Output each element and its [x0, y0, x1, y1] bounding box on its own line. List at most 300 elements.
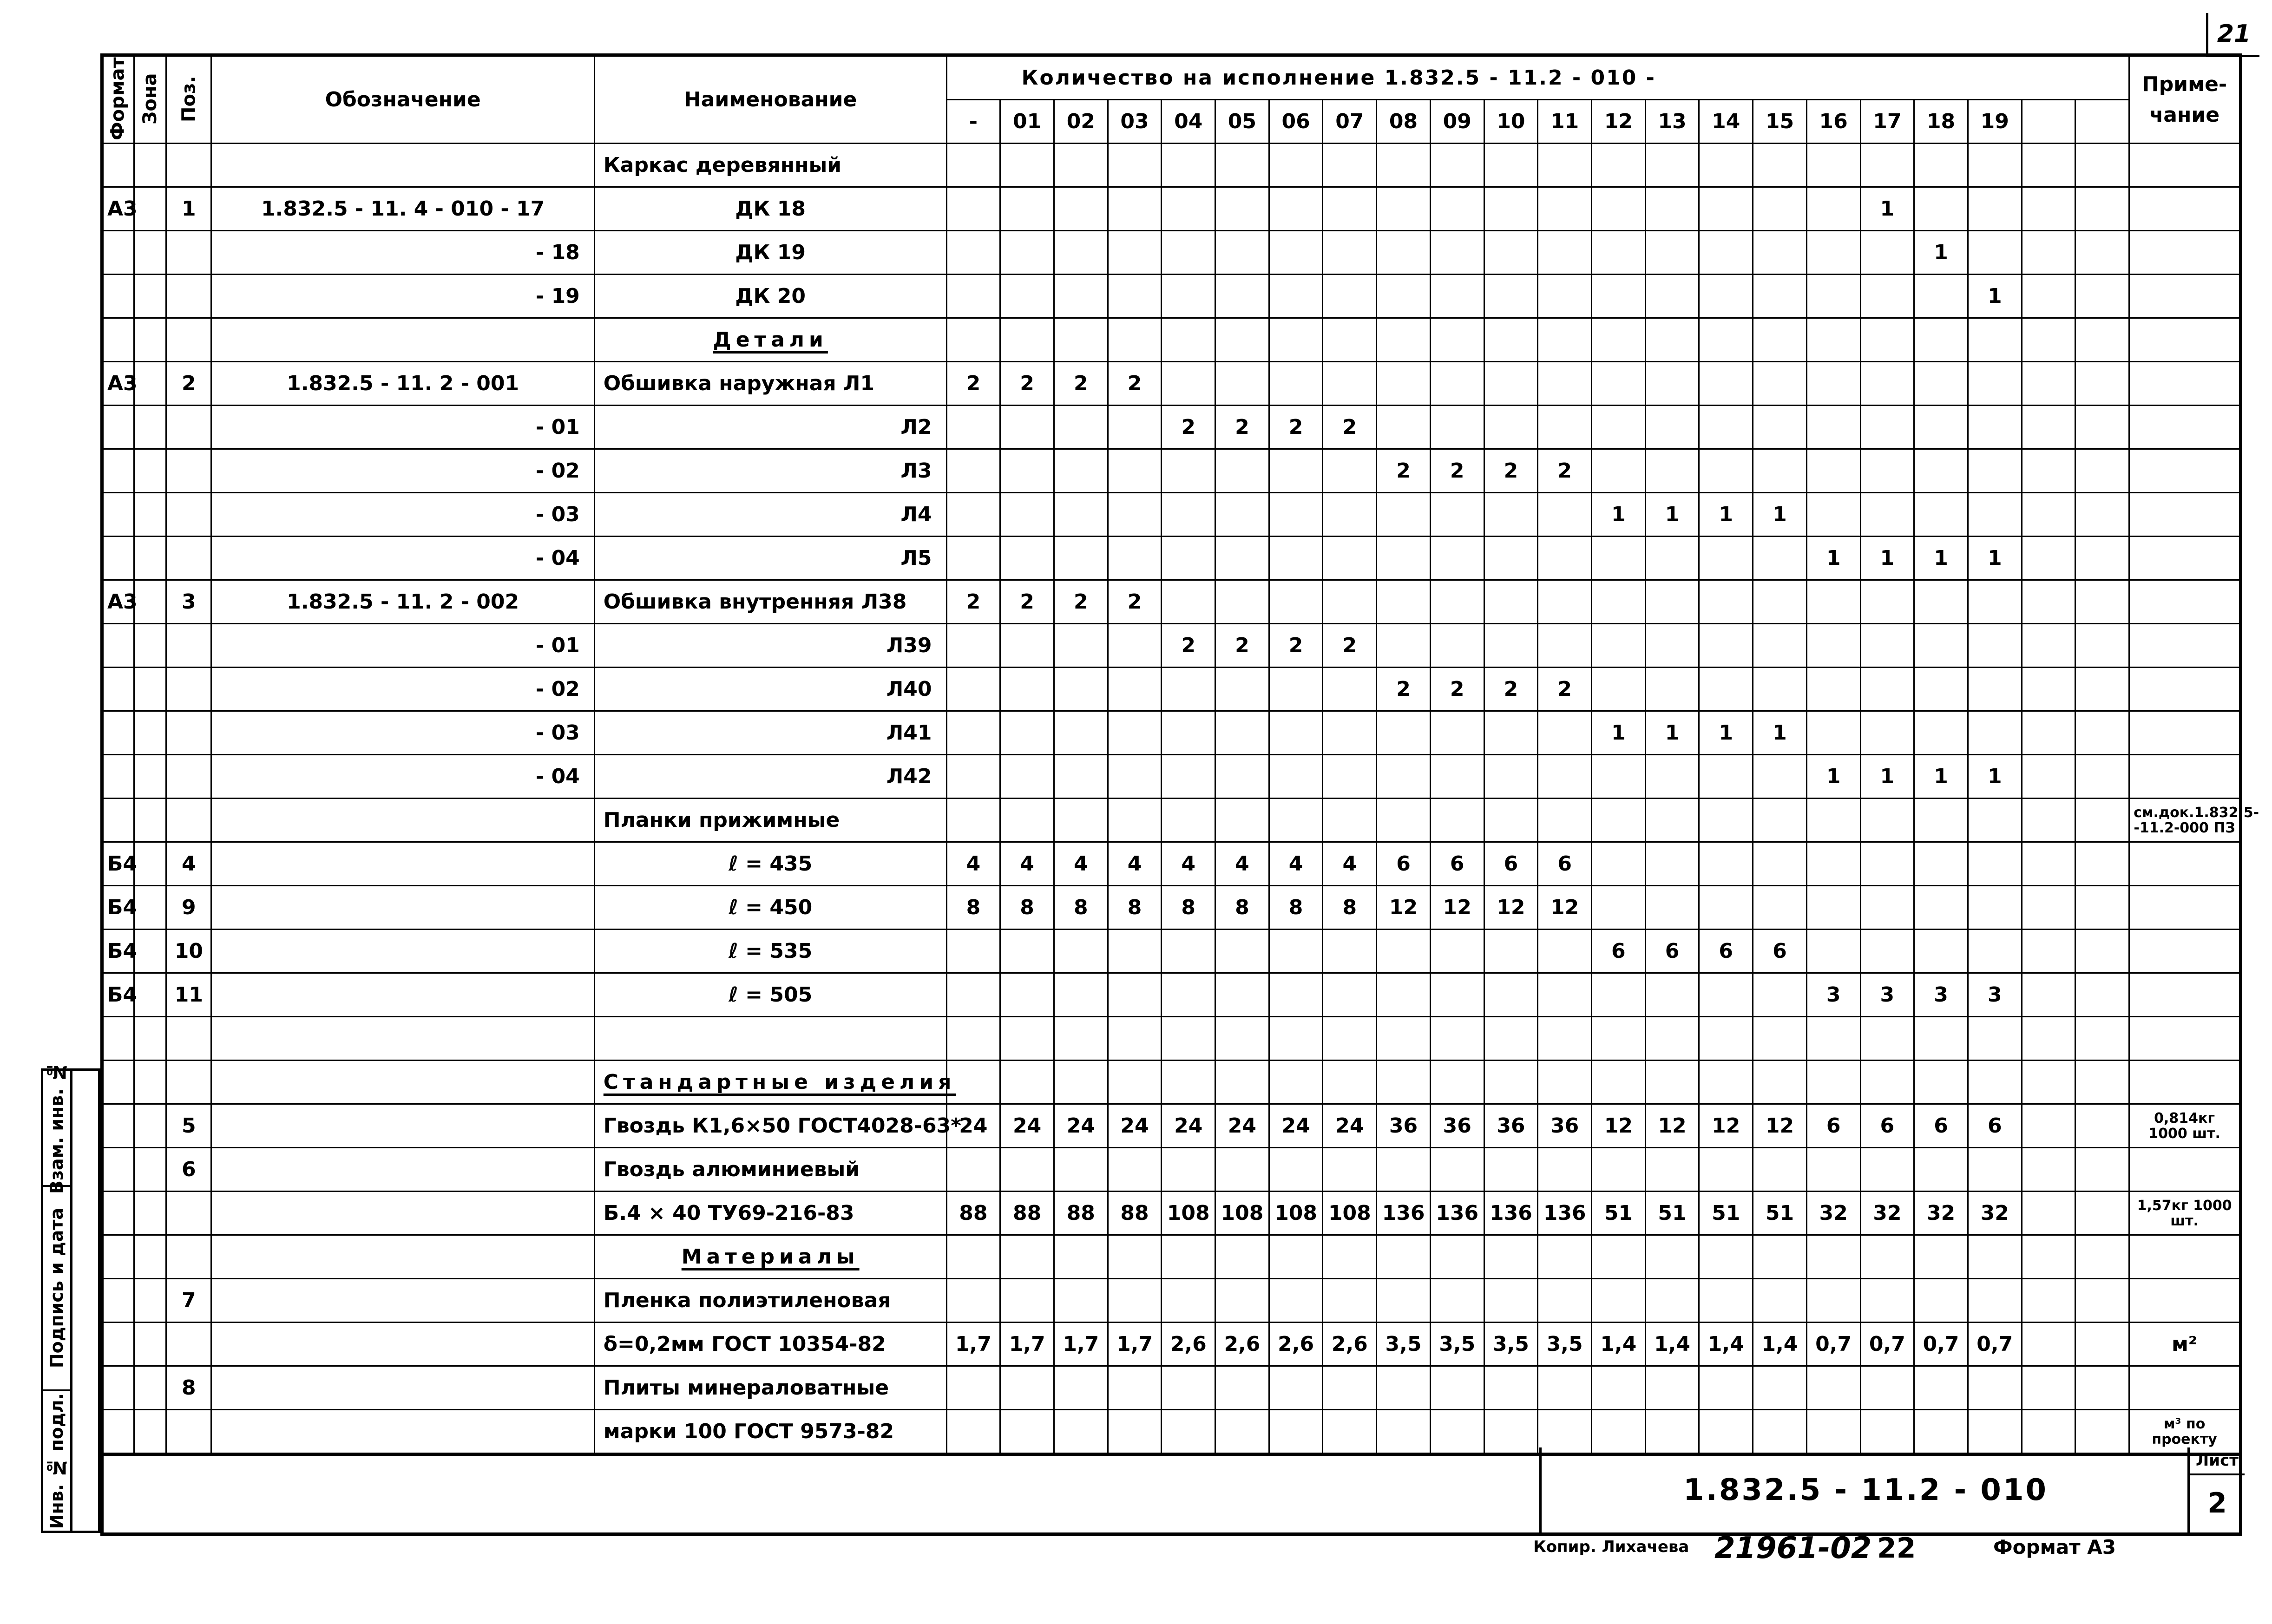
- name-cell: [594, 1366, 946, 1410]
- quantity-cell: 2: [1000, 362, 1054, 406]
- quantity-cell: [1377, 406, 1431, 449]
- quantity-cell: [1430, 493, 1484, 537]
- name-text: Обшивка наружная Л1: [603, 371, 875, 395]
- quantity-cell: [1377, 799, 1431, 842]
- quantity-cell: [1108, 755, 1162, 799]
- quantity-cell: [1753, 842, 1807, 886]
- quantity-column-header: 09: [1430, 100, 1484, 144]
- quantity-cell: [946, 1017, 1000, 1061]
- quantity-cell: 3: [1914, 973, 1968, 1017]
- quantity-cell: 2: [946, 362, 1000, 406]
- name-text: марки 100 ГОСТ 9573-82: [603, 1419, 894, 1443]
- table-row: [102, 842, 2241, 886]
- pos-cell: 6: [166, 1148, 211, 1192]
- zone-cell: [134, 580, 166, 624]
- designation-cell: 1.832.5 - 11. 2 - 001: [211, 362, 594, 406]
- quantity-cell: 36: [1538, 1104, 1592, 1148]
- quantity-cell: 108: [1215, 1192, 1269, 1235]
- designation-cell: - 04: [211, 537, 594, 580]
- quantity-cell: [946, 799, 1000, 842]
- quantity-cell: [1538, 275, 1592, 318]
- quantity-cell: [1162, 493, 1215, 537]
- header-designation: Обозначение: [211, 55, 594, 144]
- quantity-cell: 12: [1753, 1104, 1807, 1148]
- pos-cell: [166, 537, 211, 580]
- quantity-cell: 3,5: [1484, 1323, 1538, 1366]
- quantity-cell: 24: [1215, 1104, 1269, 1148]
- quantity-cell: 136: [1430, 1192, 1484, 1235]
- quantity-cell: [1108, 1235, 1162, 1279]
- zone-cell: [134, 886, 166, 930]
- quantity-cell: [1806, 1366, 1860, 1410]
- note-cell: [2129, 406, 2241, 449]
- quantity-cell: [1162, 1279, 1215, 1323]
- quantity-cell: 1,4: [1645, 1323, 1699, 1366]
- quantity-cell: [2022, 187, 2075, 231]
- quantity-cell: [1538, 1366, 1592, 1410]
- quantity-cell: [1269, 318, 1323, 362]
- quantity-cell: [1860, 668, 1914, 711]
- quantity-cell: 32: [1914, 1192, 1968, 1235]
- quantity-cell: [2022, 537, 2075, 580]
- quantity-cell: [1000, 1148, 1054, 1192]
- pos-cell: 10: [166, 930, 211, 973]
- quantity-cell: 4: [1054, 842, 1108, 886]
- quantity-cell: [1162, 799, 1215, 842]
- name-cell: [594, 973, 946, 1017]
- quantity-cell: [1269, 1235, 1323, 1279]
- quantity-cell: 1: [1914, 755, 1968, 799]
- quantity-cell: [1860, 799, 1914, 842]
- quantity-cell: [946, 1279, 1000, 1323]
- quantity-cell: [1753, 406, 1807, 449]
- quantity-cell: [1108, 799, 1162, 842]
- quantity-cell: [1753, 624, 1807, 668]
- quantity-cell: [1914, 1279, 1968, 1323]
- designation-cell: - 01: [211, 406, 594, 449]
- quantity-cell: [1269, 537, 1323, 580]
- pos-cell: [166, 275, 211, 318]
- quantity-cell: 51: [1645, 1192, 1699, 1235]
- quantity-cell: [2075, 362, 2129, 406]
- quantity-column-header: 17: [1860, 100, 1914, 144]
- name-cell: [594, 1061, 956, 1104]
- quantity-cell: [1108, 406, 1162, 449]
- quantity-cell: [1591, 449, 1645, 493]
- format-cell: А3: [102, 187, 134, 231]
- quantity-cell: [1215, 930, 1269, 973]
- quantity-cell: [1484, 275, 1538, 318]
- quantity-cell: 88: [1108, 1192, 1162, 1235]
- pos-cell: [166, 406, 211, 449]
- quantity-cell: 8: [1269, 886, 1323, 930]
- table-row: [102, 493, 2241, 537]
- table-row: [102, 624, 2241, 668]
- quantity-cell: [1914, 187, 1968, 231]
- note-cell: [2129, 799, 2259, 842]
- quantity-cell: [1914, 406, 1968, 449]
- quantity-cell: [1484, 537, 1538, 580]
- quantity-cell: [1269, 930, 1323, 973]
- quantity-cell: [1430, 1061, 1484, 1104]
- zone-cell: [134, 711, 166, 755]
- quantity-cell: [1753, 449, 1807, 493]
- quantity-cell: [946, 755, 1000, 799]
- quantity-cell: [1377, 711, 1431, 755]
- quantity-cell: [1430, 1148, 1484, 1192]
- quantity-cell: [1162, 318, 1215, 362]
- format-cell: Б4: [102, 842, 134, 886]
- note-text: см.док.1.832.5- -11.2-000 ПЗ: [2134, 804, 2259, 836]
- quantity-cell: [1430, 1279, 1484, 1323]
- name-text: ℓ = 535: [729, 939, 813, 963]
- quantity-cell: 36: [1430, 1104, 1484, 1148]
- quantity-cell: 1,4: [1699, 1323, 1753, 1366]
- quantity-cell: [1484, 1148, 1538, 1192]
- quantity-cell: [1753, 973, 1807, 1017]
- quantity-cell: [1377, 1061, 1431, 1104]
- quantity-cell: [1162, 1148, 1215, 1192]
- quantity-cell: [1538, 362, 1592, 406]
- quantity-cell: 2: [1538, 449, 1592, 493]
- pos-cell: [166, 1323, 211, 1366]
- quantity-cell: [1054, 755, 1108, 799]
- format-cell: [102, 1323, 134, 1366]
- quantity-cell: 12: [1377, 886, 1431, 930]
- designation-cell: - 03: [211, 711, 594, 755]
- format-cell: [102, 449, 134, 493]
- quantity-cell: 36: [1484, 1104, 1538, 1148]
- quantity-cell: [1323, 275, 1377, 318]
- quantity-cell: [1108, 711, 1162, 755]
- quantity-cell: [1000, 318, 1054, 362]
- quantity-cell: 2: [1430, 449, 1484, 493]
- quantity-cell: [1860, 1235, 1914, 1279]
- quantity-column-header: 08: [1377, 100, 1431, 144]
- quantity-cell: 6: [1860, 1104, 1914, 1148]
- quantity-cell: [1323, 1235, 1377, 1279]
- format-cell: [102, 406, 134, 449]
- quantity-cell: [1538, 930, 1592, 973]
- quantity-cell: [1162, 580, 1215, 624]
- quantity-cell: [1753, 362, 1807, 406]
- quantity-cell: 3,5: [1430, 1323, 1484, 1366]
- quantity-cell: [1430, 1235, 1484, 1279]
- quantity-cell: 3,5: [1538, 1323, 1592, 1366]
- quantity-cell: 88: [1054, 1192, 1108, 1235]
- pos-cell: [166, 1017, 211, 1061]
- quantity-cell: [1323, 580, 1377, 624]
- note-cell: [2129, 973, 2241, 1017]
- designation-cell: - 18: [211, 231, 594, 275]
- zone-cell: [134, 187, 166, 231]
- quantity-cell: [1699, 537, 1753, 580]
- quantity-cell: [1753, 144, 1807, 187]
- quantity-cell: [1430, 624, 1484, 668]
- quantity-cell: 1: [1645, 711, 1699, 755]
- quantity-cell: 24: [1269, 1104, 1323, 1148]
- quantity-cell: [1377, 1279, 1431, 1323]
- name-cell: [594, 1192, 946, 1235]
- quantity-cell: [1430, 318, 1484, 362]
- quantity-cell: [2022, 930, 2075, 973]
- quantity-cell: 6: [1591, 930, 1645, 973]
- quantity-cell: 2,6: [1323, 1323, 1377, 1366]
- quantity-cell: [1215, 144, 1269, 187]
- quantity-cell: [2075, 406, 2129, 449]
- quantity-cell: [1000, 449, 1054, 493]
- quantity-cell: [1323, 1017, 1377, 1061]
- quantity-cell: [1591, 1061, 1645, 1104]
- quantity-cell: [1269, 668, 1323, 711]
- table-row: [102, 1192, 2241, 1235]
- quantity-cell: [2022, 580, 2075, 624]
- quantity-cell: [1699, 144, 1753, 187]
- footer-number: 21961-02: [1714, 1531, 1872, 1565]
- quantity-cell: [1968, 1017, 2022, 1061]
- quantity-cell: [2075, 144, 2129, 187]
- quantity-cell: [1377, 755, 1431, 799]
- quantity-cell: 12: [1430, 886, 1484, 930]
- quantity-cell: [1914, 1235, 1968, 1279]
- designation-cell: - 02: [211, 449, 594, 493]
- quantity-cell: [1484, 930, 1538, 973]
- name-cell: [594, 842, 946, 886]
- quantity-cell: [946, 144, 1000, 187]
- quantity-cell: [1806, 580, 1860, 624]
- quantity-cell: [1914, 1148, 1968, 1192]
- pos-cell: [166, 1061, 211, 1104]
- quantity-cell: [1699, 318, 1753, 362]
- quantity-cell: [1860, 842, 1914, 886]
- quantity-cell: [1000, 668, 1054, 711]
- name-cell: [594, 1235, 946, 1279]
- name-cell: [594, 187, 946, 231]
- quantity-cell: [1968, 930, 2022, 973]
- quantity-cell: [1806, 275, 1860, 318]
- document-code: 1.832.5 - 11.2 - 010: [1539, 1447, 2190, 1532]
- header-pos: Поз.: [166, 55, 211, 144]
- quantity-cell: [1162, 1017, 1215, 1061]
- quantity-cell: 32: [1860, 1192, 1914, 1235]
- quantity-cell: 6: [1430, 842, 1484, 886]
- quantity-cell: [1699, 362, 1753, 406]
- quantity-cell: [1591, 275, 1645, 318]
- quantity-column-header: 14: [1699, 100, 1753, 144]
- note-text: м²: [2171, 1332, 2198, 1356]
- designation-cell: [211, 1061, 594, 1104]
- quantity-cell: [1215, 580, 1269, 624]
- header-quantity-title: Количество на исполнение 1.832.5 - 11.2 - 010 -: [946, 55, 2129, 100]
- quantity-cell: 4: [1323, 842, 1377, 886]
- quantity-cell: [946, 973, 1000, 1017]
- note-cell: [2129, 1017, 2241, 1061]
- quantity-cell: [1323, 493, 1377, 537]
- quantity-column-header: 19: [1968, 100, 2022, 144]
- quantity-cell: [2075, 493, 2129, 537]
- quantity-cell: 8: [1000, 886, 1054, 930]
- quantity-cell: [1645, 406, 1699, 449]
- quantity-cell: [1484, 580, 1538, 624]
- name-text: Детали: [713, 327, 828, 352]
- quantity-cell: [1215, 799, 1269, 842]
- pos-cell: [166, 799, 211, 842]
- quantity-cell: [1860, 624, 1914, 668]
- pos-cell: 1: [166, 187, 211, 231]
- quantity-cell: 2: [1430, 668, 1484, 711]
- quantity-cell: [1269, 973, 1323, 1017]
- quantity-cell: [1054, 1017, 1108, 1061]
- quantity-cell: [1054, 187, 1108, 231]
- quantity-cell: [1269, 144, 1323, 187]
- quantity-column-header: 18: [1914, 100, 1968, 144]
- quantity-cell: 1: [1914, 231, 1968, 275]
- quantity-cell: [1591, 1366, 1645, 1410]
- sidebar-sign-date-text: Подпись и дата: [46, 1208, 67, 1369]
- quantity-cell: [1162, 711, 1215, 755]
- quantity-cell: [2075, 1148, 2129, 1192]
- quantity-cell: [1806, 318, 1860, 362]
- quantity-cell: [1377, 318, 1431, 362]
- quantity-cell: [1860, 711, 1914, 755]
- table-row: [102, 755, 2241, 799]
- quantity-cell: [946, 318, 1000, 362]
- format-cell: А3: [102, 580, 134, 624]
- quantity-cell: [1430, 1366, 1484, 1410]
- quantity-cell: [2022, 842, 2075, 886]
- quantity-cell: 1: [1591, 493, 1645, 537]
- sidebar-inv-replace: [43, 1062, 70, 1194]
- name-cell: [594, 1017, 946, 1061]
- quantity-cell: [1699, 1148, 1753, 1192]
- quantity-cell: [2075, 231, 2129, 275]
- name-cell: [594, 1104, 962, 1148]
- quantity-cell: [2022, 668, 2075, 711]
- quantity-cell: [1000, 187, 1054, 231]
- designation-cell: [211, 886, 594, 930]
- quantity-cell: [1000, 1235, 1054, 1279]
- quantity-cell: [1377, 275, 1431, 318]
- table-row: [102, 1148, 2241, 1192]
- quantity-cell: [1538, 187, 1592, 231]
- name-text: Гвоздь К1,6×50 ГОСТ4028-63*: [603, 1113, 962, 1138]
- quantity-cell: [1377, 580, 1431, 624]
- name-text: Каркас деревянный: [603, 153, 842, 177]
- format-cell: Б4: [102, 886, 134, 930]
- quantity-cell: [1484, 755, 1538, 799]
- quantity-cell: [1162, 1366, 1215, 1410]
- quantity-cell: [1806, 624, 1860, 668]
- name-cell: [594, 668, 946, 711]
- quantity-column-header: 03: [1108, 100, 1162, 144]
- quantity-cell: [1591, 1017, 1645, 1061]
- quantity-cell: [1914, 1061, 1968, 1104]
- quantity-cell: [1591, 886, 1645, 930]
- note-cell: [2129, 144, 2241, 187]
- zone-cell: [134, 362, 166, 406]
- quantity-cell: [1484, 1235, 1538, 1279]
- zone-cell: [134, 275, 166, 318]
- quantity-cell: [1860, 930, 1914, 973]
- designation-cell: [211, 1279, 594, 1323]
- quantity-column-header: 12: [1591, 100, 1645, 144]
- quantity-cell: [1323, 1061, 1377, 1104]
- quantity-cell: [1108, 318, 1162, 362]
- designation-cell: [211, 842, 594, 886]
- quantity-cell: [1806, 668, 1860, 711]
- quantity-cell: [1968, 886, 2022, 930]
- name-text: Л4: [900, 502, 932, 526]
- header-zone: Зона: [134, 55, 166, 144]
- zone-cell: [134, 1192, 166, 1235]
- zone-cell: [134, 318, 166, 362]
- quantity-cell: [1699, 187, 1753, 231]
- quantity-cell: [1108, 624, 1162, 668]
- quantity-cell: [1430, 362, 1484, 406]
- quantity-cell: [1215, 318, 1269, 362]
- name-cell: [594, 231, 946, 275]
- quantity-cell: [1215, 1061, 1269, 1104]
- quantity-cell: 1: [1806, 755, 1860, 799]
- designation-cell: - 02: [211, 668, 594, 711]
- quantity-cell: [1914, 930, 1968, 973]
- quantity-cell: [1914, 1017, 1968, 1061]
- quantity-cell: [1753, 886, 1807, 930]
- quantity-cell: [1806, 799, 1860, 842]
- quantity-cell: [1699, 231, 1753, 275]
- quantity-cell: 8: [1215, 886, 1269, 930]
- quantity-cell: [1269, 275, 1323, 318]
- name-cell: [594, 144, 946, 187]
- quantity-cell: [1323, 973, 1377, 1017]
- quantity-cell: [946, 406, 1000, 449]
- quantity-cell: [1000, 1366, 1054, 1410]
- quantity-cell: [1699, 1366, 1753, 1410]
- quantity-cell: [2075, 537, 2129, 580]
- zone-cell: [134, 1235, 166, 1279]
- sheet-box: [2187, 1447, 2245, 1532]
- quantity-cell: [1806, 144, 1860, 187]
- quantity-cell: [1054, 973, 1108, 1017]
- zone-cell: [134, 930, 166, 973]
- name-text: ДК 19: [735, 240, 806, 264]
- quantity-cell: [1430, 187, 1484, 231]
- note-cell: [2129, 1104, 2241, 1148]
- quantity-cell: 24: [1000, 1104, 1054, 1148]
- quantity-cell: 6: [1645, 930, 1699, 973]
- quantity-cell: 51: [1753, 1192, 1807, 1235]
- quantity-cell: [1162, 930, 1215, 973]
- zone-cell: [134, 493, 166, 537]
- quantity-cell: [1484, 231, 1538, 275]
- note-cell: [2129, 493, 2241, 537]
- quantity-cell: [946, 275, 1000, 318]
- quantity-cell: [1968, 1235, 2022, 1279]
- quantity-column-header: 07: [1323, 100, 1377, 144]
- quantity-cell: [1215, 449, 1269, 493]
- quantity-cell: [1591, 799, 1645, 842]
- table-row: [102, 1061, 2241, 1104]
- quantity-cell: 1,7: [1108, 1323, 1162, 1366]
- designation-cell: - 19: [211, 275, 594, 318]
- quantity-cell: [1591, 755, 1645, 799]
- format-cell: А3: [102, 362, 134, 406]
- quantity-cell: [2075, 886, 2129, 930]
- name-text: Л39: [886, 633, 932, 657]
- quantity-cell: [1538, 1017, 1592, 1061]
- quantity-cell: [2022, 1104, 2075, 1148]
- quantity-column-header: 10: [1484, 100, 1538, 144]
